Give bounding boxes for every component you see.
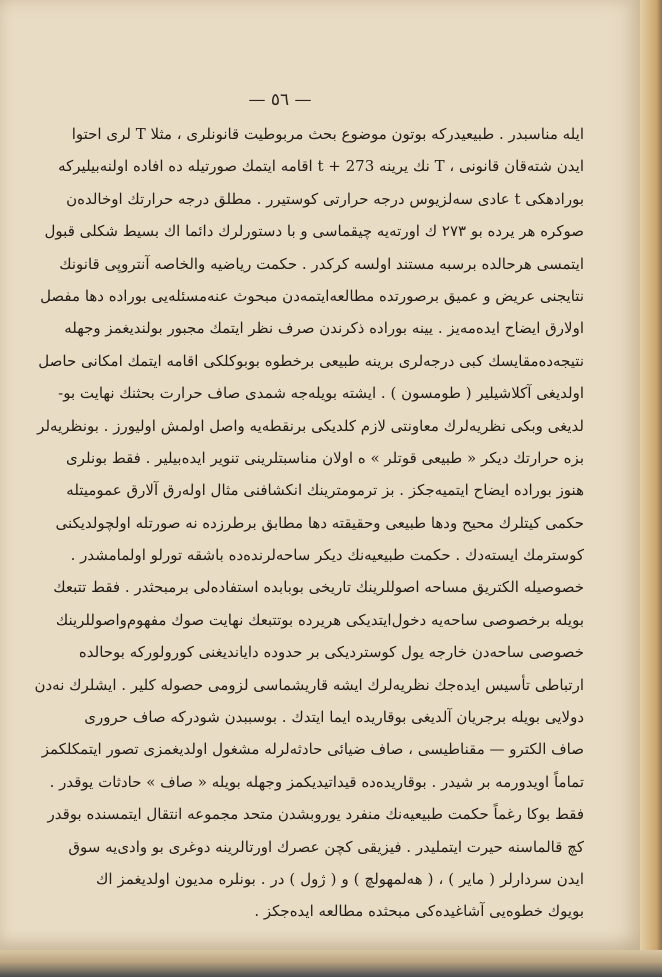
text-line: ایله مناسبدر . طبیعیدرکه بوتون موضوع بحث مربوطیت قانونلری ، مثلا T لری احتوا — [71, 125, 584, 143]
text-line: ایدن سردارلر ( مایر ) ، ( هه‌لمهولچ ) و ( ژول ) در . بونلره مدیون اولدیغمز اك — [96, 869, 584, 888]
text-line: صوکره هر یرده بو ۲۷۳ ك اورته‌یه چیقماسی و با دستورلرك دائما اك بسیط شکلی قبول — [44, 222, 584, 241]
text-line: ایتمسی هرحالده برسبه مستند اولسه کرکدر . حکمت ریاضیه والخاصه آنتروپی قانونك — [59, 254, 584, 273]
body-text — [34, 118, 584, 928]
text-line: بورادهکی t عادی سه‌لزیوس درجه حرارتی کوستیرر . مطلق درجه حرارتك اوخالده‌ن — [66, 189, 584, 208]
text-line: بویوك خطوه‌یی آشاغیده‌کی مبحثده مطالعه ایده‌جکز . — [254, 902, 584, 921]
page-number: — ٥٦ — — [248, 90, 312, 110]
text-line: خصوصی ساحه‌دن خارجه یول کوستردیکی بر حدوده دایاندیغنی کورولورکه بوحالده — [78, 643, 584, 662]
text-line: کوسترمك ایسته‌دك . حکمت طبیعیه‌نك دیکر ساحه‌لرنده‌ده باشقه تورلو اولمامشدر . — [70, 546, 584, 565]
text-line: هنوز بوراده ایضاح ایتمیه‌جکز . بز ترمومترینك انکشافنی مثال اوله‌رق آلارق عمومیتله — [66, 481, 584, 500]
page-bottom-shadow — [0, 950, 662, 977]
text-line: نتیجه‌ده‌مقایسك کبی درجه‌لری برینه طبیعی برخطوه بوبوکلکی اقامه ایتمك امکانی حاصل — [38, 351, 584, 370]
text-line: کچ قالماسنه حیرت ایتملیدر . فیزیقی کچن عصرك اورتالرینه دوغری بو وادی‌یه سوق — [68, 837, 584, 856]
text-line: نتایجنی عریض و عمیق برصورتده مطالعه‌ایتمه‌دن مبحوث عنه‌مسئله‌یی بوراده دها مفصل — [40, 286, 584, 305]
text-line: ارتباطی تأسیس ایده‌جك نظریه‌لرك ایشه قاریشماسی لزومی حصوله کلیر . ایشلرك نه‌دن — [34, 675, 584, 694]
text-line: اولارق ایضاح ایده‌مه‌یز . یینه بوراده ذکرندن صرف نظر ایتمك مجبور بولندیغمز وجهله — [64, 319, 584, 338]
text-line: ایدن شته‌قان قانونی ، T نك یرینه 273 + t اقامه ایتمك صورتیله ده افاده اولنه‌بیلیرکه — [58, 157, 584, 176]
text-line: اولدیغی آکلاشیلیر ( طومسون ) . ایشته بویله‌جه شمدی صاف حرارت بحثنك نهایت بو- — [58, 384, 584, 403]
page-edge — [640, 0, 662, 977]
text-line: دولایی بویله برجریان آلدیغی بوقاریده ایما ایتدك . بوسببدن شودرکه صاف حروری — [84, 708, 584, 727]
text-line: تماماً اویدورمه بر شیدر . بوقاریده‌ده قیداتیدیکمز وجهله بویله « صاف » حادثات یوقدر . — [49, 772, 584, 791]
text-line: حکمی کیتلرك محیح ودها طبیعی وحقیقته دها مطابق برطرزده نه صورتله اولچولدیکنی — [55, 513, 584, 532]
text-line: بزه حرارتك دیکر « طبیعی قوتلر » ه اولان مناسبتلرینی تنویر ایده‌بیلیر . فقط بونلری — [65, 448, 584, 467]
text-line: صاف الکترو — مقناطیسی ، صاف ضیائی حادثه‌لرله مشغول اولدیغمزی تصور ایتمکلکمز — [41, 740, 584, 759]
text-line: خصوصیله الکتریق مساحه اصوللرینك تاریخی بوبابده استفاده‌لی برمبحثدر . فقط تتبعك — [53, 578, 584, 597]
text-line: لدیغی وبکی نظریه‌لرك معاونتی لازم کلدیکی برنقطه‌یه واصل اولمش اولیورز . بونظریه‌لر — [37, 416, 584, 435]
text-line: بویله برخصوصی ساحه‌یه دخول‌ایتدیکی هریرده بوتتبعك نهایت صوك مفهوم‌واصوللرینك — [55, 610, 584, 629]
text-line: فقط بوکا رغماً حکمت طبیعیه‌نك منفرد یوروبشدن متحد مجموعه انتقال ایتمسنده بوقدر — [47, 805, 584, 824]
